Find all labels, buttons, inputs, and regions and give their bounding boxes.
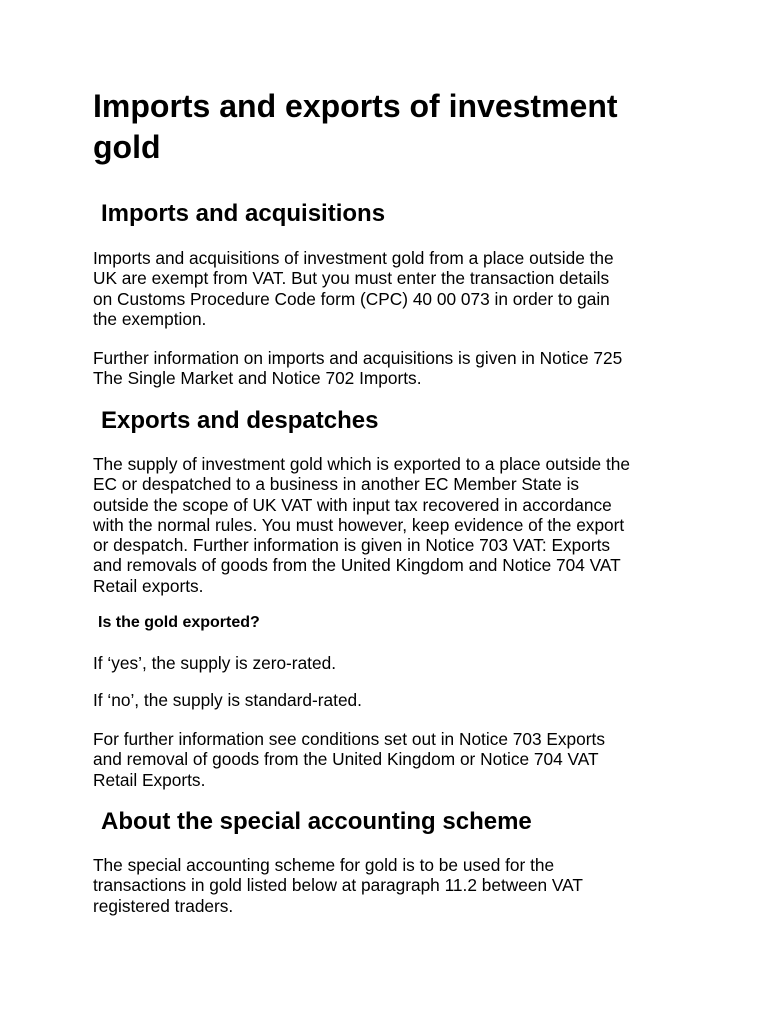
- paragraph-exports-further-info: [93, 729, 693, 790]
- text-line: The special accounting scheme for gold is to be used for the: [93, 855, 555, 875]
- title-line: gold: [93, 129, 161, 165]
- paragraph-exports-scope: [93, 454, 693, 596]
- document-title: [93, 86, 693, 168]
- text-line: The Single Market and Notice 702 Imports.: [93, 368, 422, 389]
- paragraph-imports-further-info: [93, 348, 693, 389]
- text-line: outside the scope of UK VAT with input tax recovered in accordance: [93, 494, 612, 515]
- paragraph-imports-exemption: [93, 248, 693, 329]
- text-line: or despatch. Further information is given in Notice 703 VAT: Exports: [93, 535, 611, 556]
- text-line: with the normal rules. You must however, keep evidence of the export: [93, 514, 625, 535]
- text-line: UK are exempt from VAT. But you must enter the transaction details: [93, 268, 610, 289]
- text-line: EC or despatched to a business in another EC Member State is: [93, 474, 580, 495]
- text-no-standard-rated: [93, 690, 693, 710]
- heading-special-accounting-scheme: About the special accounting scheme: [101, 808, 532, 835]
- text-line: For further information see conditions set out in Notice 703 Exports: [93, 729, 605, 749]
- text-line: The supply of investment gold which is exported to a place outside the: [93, 454, 630, 474]
- text-yes-zero-rated: [93, 653, 693, 673]
- text-line: and removals of goods from the United Kingdom and Notice 704 VAT: [93, 555, 621, 576]
- subheading-is-gold-exported: Is the gold exported?: [98, 614, 260, 631]
- heading-imports-and-acquisitions: Imports and acquisitions: [101, 200, 386, 227]
- text-line: Further information on imports and acquisitions is given in Notice 725: [93, 348, 623, 368]
- text-line: transactions in gold listed below at paragraph 11.2 between VAT: [93, 875, 583, 896]
- text-line: the exemption.: [93, 308, 207, 329]
- text-line: Imports and acquisitions of investment gold from a place outside the: [93, 248, 614, 268]
- text-line: and removal of goods from the United Kingdom or Notice 704 VAT: [93, 749, 599, 770]
- text-line: Retail Exports.: [93, 769, 206, 790]
- paragraph-special-scheme: [93, 855, 693, 916]
- text-line: registered traders.: [93, 895, 234, 916]
- title-line: Imports and exports of investment: [93, 88, 618, 124]
- text-line: If ‘no’, the supply is standard-rated.: [93, 690, 362, 710]
- heading-exports-and-despatches: Exports and despatches: [101, 407, 379, 434]
- text-line: Retail exports.: [93, 575, 204, 596]
- text-line: on Customs Procedure Code form (CPC) 40 00 073 in order to gain: [93, 288, 610, 309]
- text-line: If ‘yes’, the supply is zero-rated.: [93, 653, 337, 673]
